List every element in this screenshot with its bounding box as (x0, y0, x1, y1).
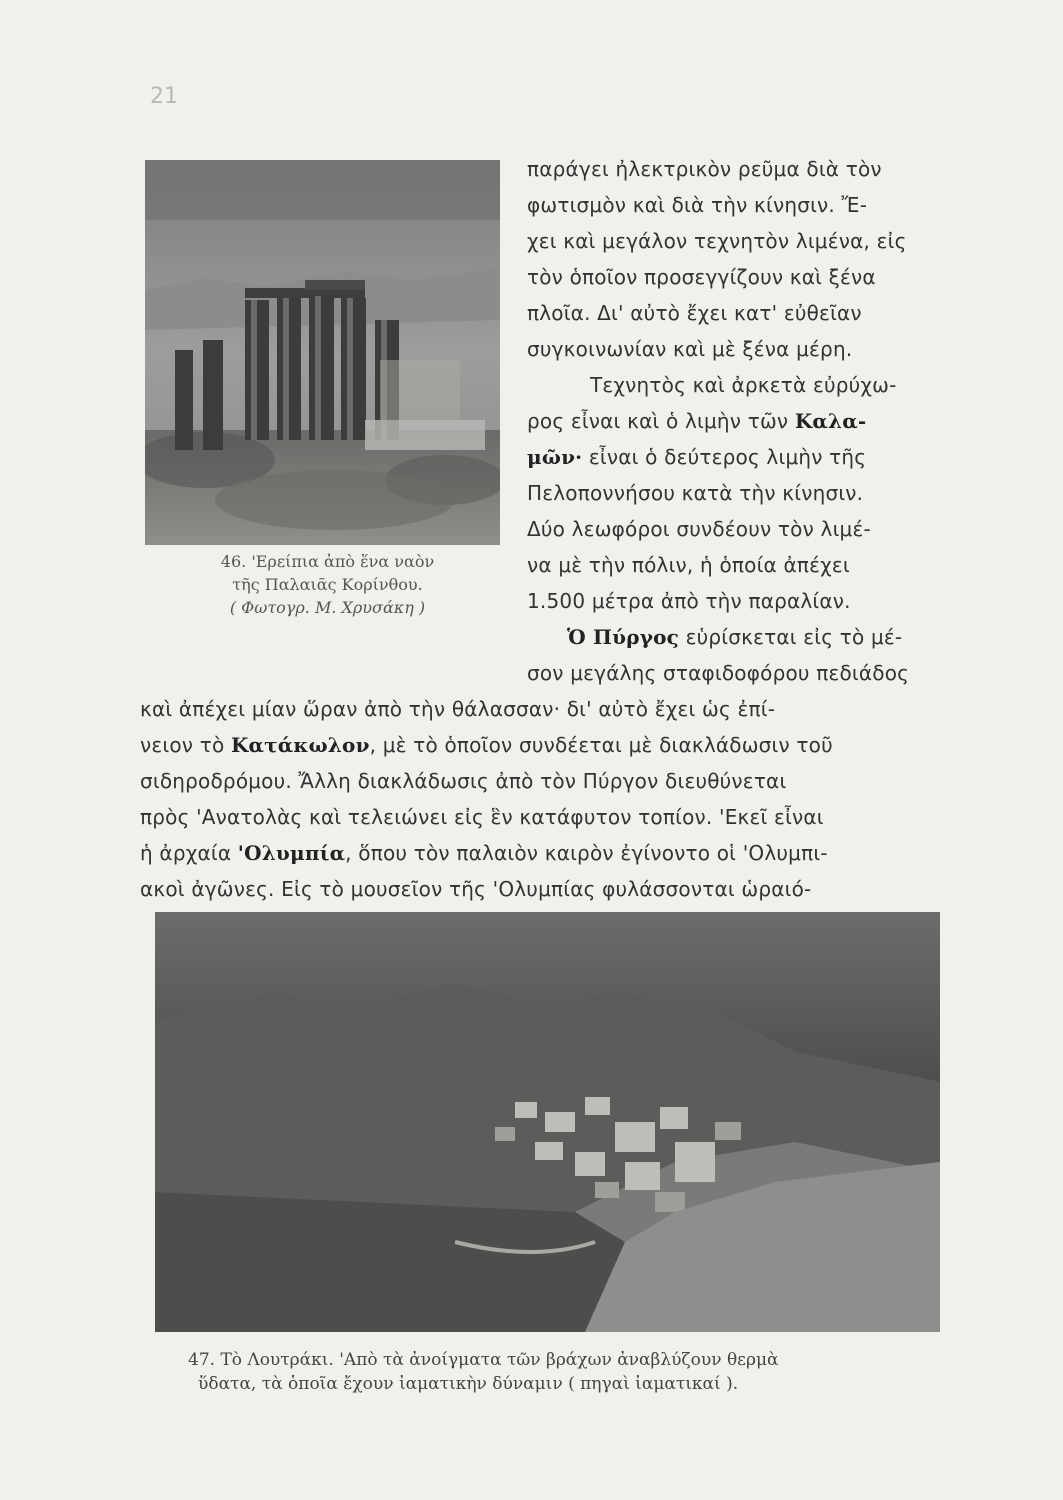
text-line: συγκοινωνίαν καὶ μὲ ξένα μέρη. (527, 337, 853, 361)
text-line: καὶ ἀπέχει μίαν ὥραν ἀπὸ τὴν θάλασσαν· δι' αὐτὸ ἔχει ὡς ἐπί- (140, 697, 776, 721)
text-line: παράγει ἠλεκτρικὸν ρεῦμα διὰ τὸν (527, 157, 882, 181)
text-line: σον μεγάλης σταφιδοφόρου πεδιάδος (527, 661, 910, 685)
figure-46-photo (145, 160, 500, 545)
text-line: χει καὶ μεγάλον τεχνητὸν λιμένα, εἰς (527, 229, 907, 253)
caption-line: τῆς Παλαιᾶς Κορίνθου. (232, 575, 423, 594)
text-line: πρὸς 'Ανατολὰς καὶ τελειώνει εἰς ἓν κατάφυτον τοπίον. 'Εκεῖ εἶναι (140, 805, 824, 829)
place-name: μῶν· (527, 445, 583, 469)
figure-46-caption (140, 550, 515, 619)
page-number: 21 (150, 84, 178, 109)
text-line: πλοῖα. Δι' αὐτὸ ἔχει κατ' εὐθεῖαν (527, 301, 862, 325)
place-name: Κατάκωλον (230, 733, 370, 757)
place-name: Ὁ Πύργος (567, 625, 680, 649)
text-line: 1.500 μέτρα ἀπὸ τὴν παραλίαν. (527, 589, 851, 613)
text-line: ἡ ἀρχαία 'Ολυμπία, ὅπου τὸν παλαιὸν καιρὸν ἐγίνοντο οἱ 'Ολυμπι- (140, 841, 828, 865)
caption-line: ὕδατα, τὰ ὁποῖα ἔχουν ἰαματικὴν δύναμιν ( πηγαὶ ἰαματικαί ). (198, 1374, 739, 1394)
text-line: Δύο λεωφόροι συνδέουν τὸν λιμέ- (527, 517, 871, 541)
text-line: φωτισμὸν καὶ διὰ τὴν κίνησιν. Ἔ- (527, 193, 868, 217)
caption-line: 46. 'Ερείπια ἀπὸ ἕνα ναὸν (220, 552, 435, 571)
text-line: Ὁ Πύργος εὑρίσκεται εἰς τὸ μέ- (567, 625, 903, 649)
text-line: Τεχνητὸς καὶ ἀρκετὰ εὐρύχω- (590, 373, 897, 397)
text-line: νειον τὸ Κατάκωλον, μὲ τὸ ὁποῖον συνδέεται μὲ διακλάδωσιν τοῦ (140, 733, 833, 757)
text-line: τὸν ὁποῖον προσεγγίζουν καὶ ξένα (527, 265, 876, 289)
figure-47-photo (155, 912, 940, 1332)
text-line: να μὲ τὴν πόλιν, ἡ ὁποία ἀπέχει (527, 553, 850, 577)
place-name: 'Ολυμπία (237, 841, 346, 865)
text-line: Πελοποννήσου κατὰ τὴν κίνησιν. (527, 481, 864, 505)
photo-credit: ( Φωτογρ. Μ. Χρυσάκη ) (229, 598, 426, 617)
text-line: σιδηροδρόμου. Ἄλλη διακλάδωσις ἀπὸ τὸν Πύργον διευθύνεται (140, 769, 787, 793)
temple-ruins-image (145, 160, 500, 545)
caption-line: 47. Τὸ Λουτράκι. 'Απὸ τὰ ἀνοίγματα τῶν βράχων ἀναβλύζουν θερμὰ (188, 1350, 779, 1370)
text-line: ρος εἶναι καὶ ὁ λιμὴν τῶν Καλα- (527, 409, 867, 433)
text-line: ακοὶ ἀγῶνες. Εἰς τὸ μουσεῖον τῆς 'Ολυμπίας φυλάσσονται ὡραιό- (140, 877, 812, 901)
place-name: Καλα- (794, 409, 867, 433)
text-line: μῶν· εἶναι ὁ δεύτερος λιμὴν τῆς (527, 445, 867, 469)
loutraki-town-image (155, 912, 940, 1332)
figure-47-caption (188, 1348, 948, 1396)
